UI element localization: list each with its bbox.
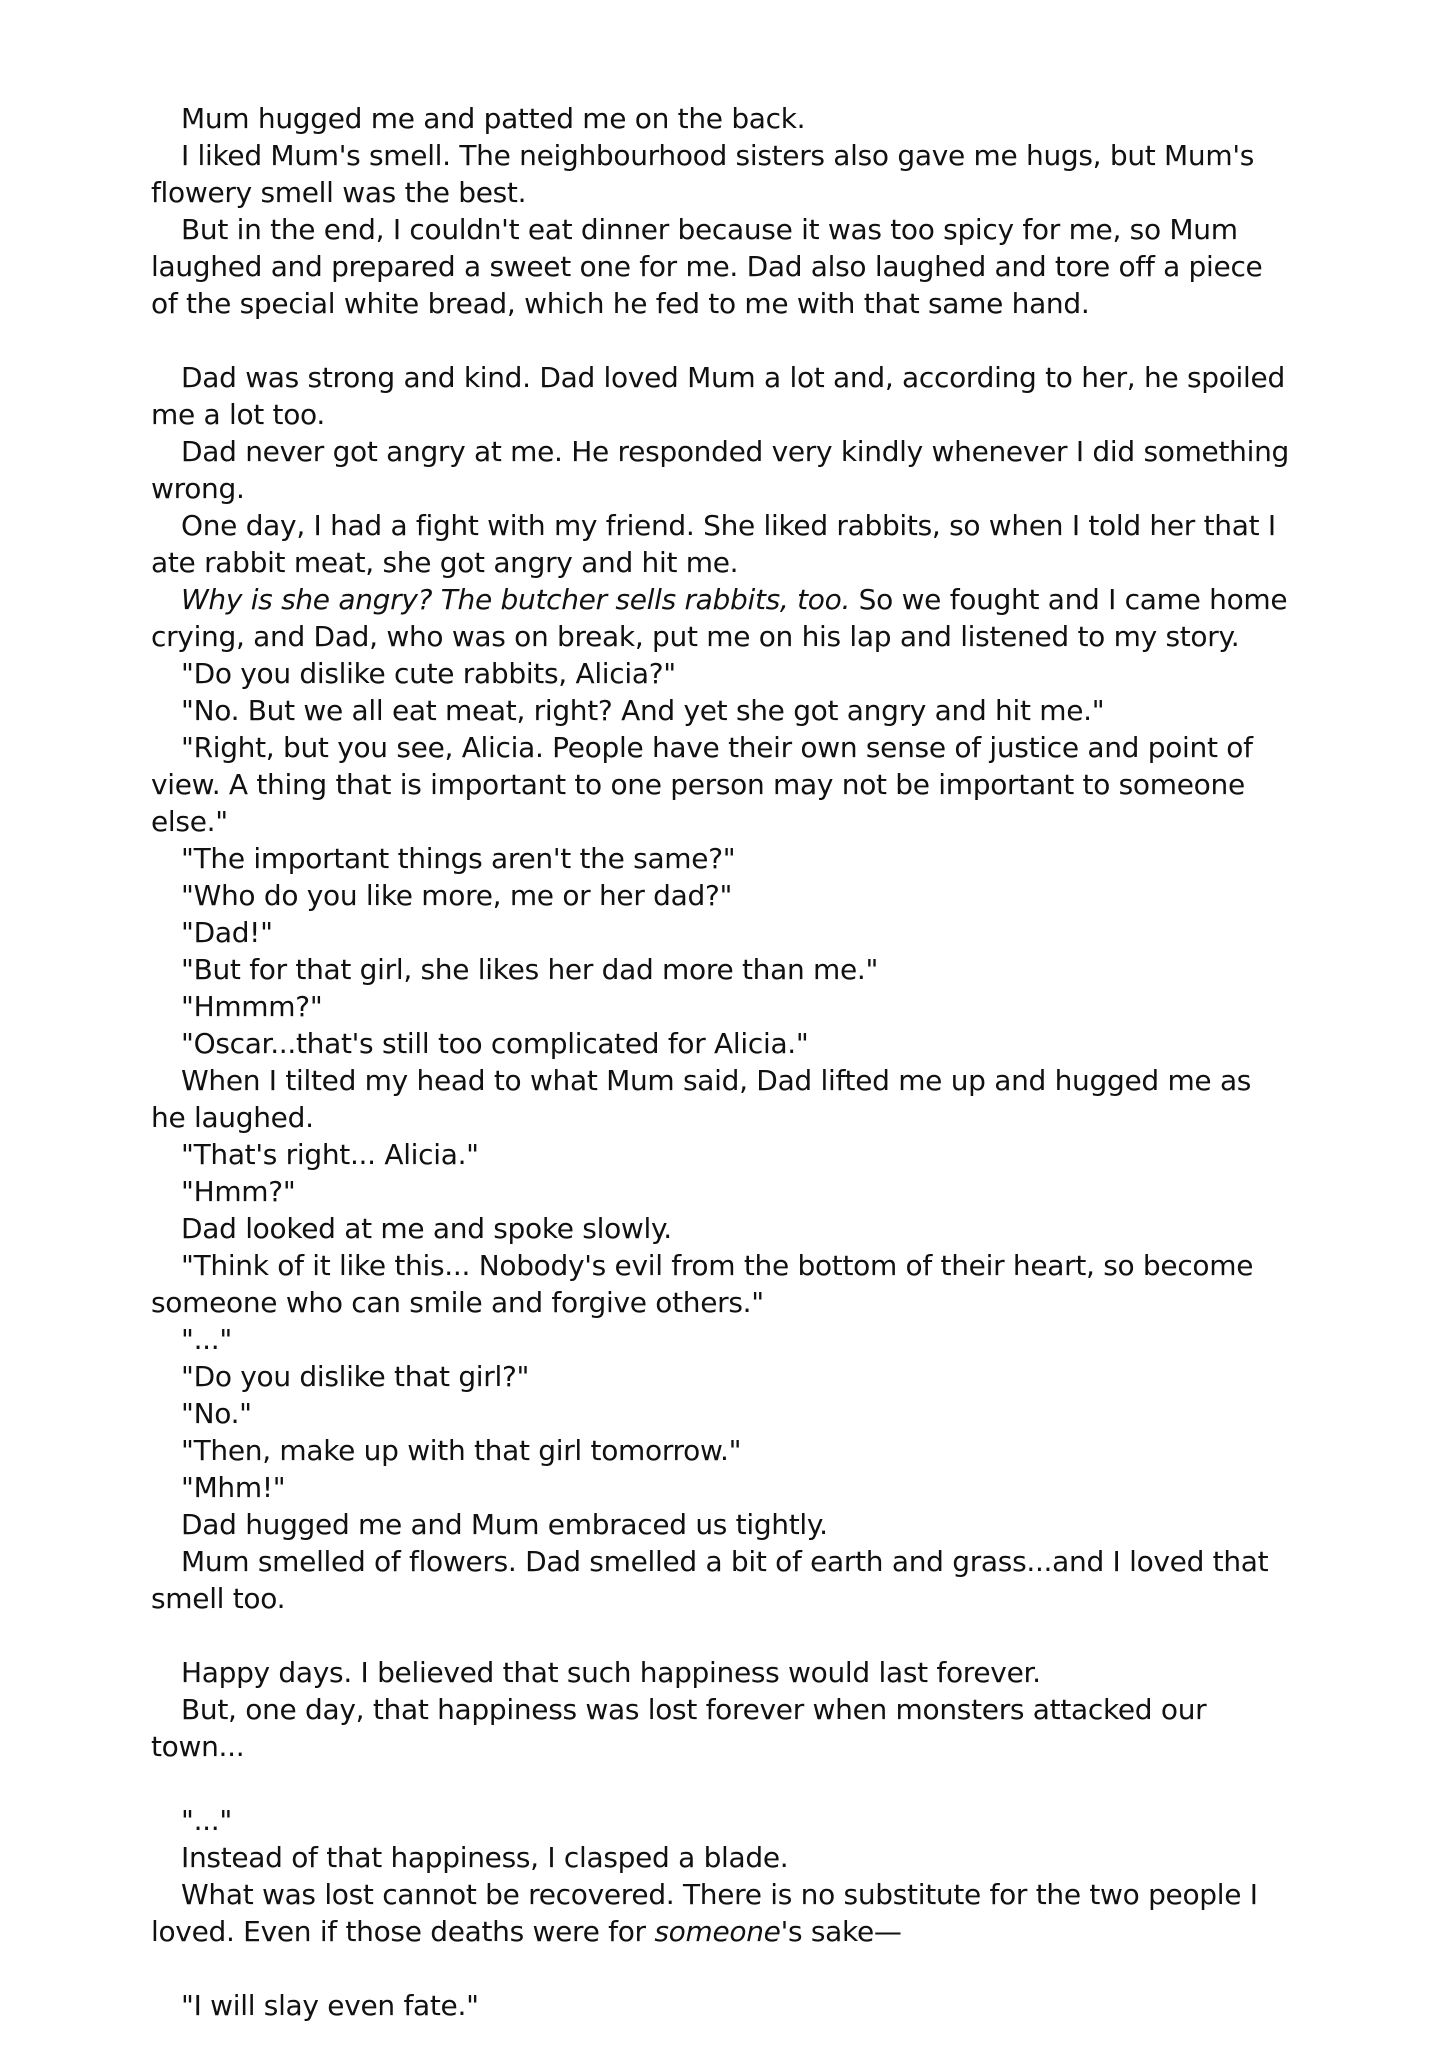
paragraph <box>151 729 1290 840</box>
paragraph-text: So we fought and I came home crying, and Dad, who was on break, put me on his lap and listened to my story. <box>151 583 1288 653</box>
paragraph-spacer <box>151 1950 1290 1987</box>
paragraph <box>151 1691 1290 1765</box>
italic-thought: Why is she angry? The butcher sells rabbits, too. <box>181 583 851 616</box>
paragraph <box>151 840 1290 877</box>
paragraph <box>151 1506 1290 1543</box>
paragraph-spacer <box>151 1617 1290 1654</box>
paragraph <box>151 581 1290 655</box>
paragraph-text: Dad never got angry at me. He responded very kindly whenever I did something wrong. <box>151 435 1290 505</box>
paragraph-text: "..." <box>181 1323 232 1356</box>
paragraph-text: But, one day, that happiness was lost forever when monsters attacked our town... <box>151 1693 1207 1763</box>
paragraph <box>151 1136 1290 1173</box>
paragraph-text: "Who do you like more, me or her dad?" <box>181 879 733 912</box>
paragraph-text: "Hmm?" <box>181 1175 296 1208</box>
italic-emphasis: someone <box>654 1915 781 1948</box>
paragraph-text: Mum smelled of flowers. Dad smelled a bit of earth and grass...and I loved that smell too. <box>151 1545 1269 1615</box>
paragraph <box>151 914 1290 951</box>
paragraph-text: "Dad!" <box>181 916 273 949</box>
paragraph-text: "Do you dislike cute rabbits, Alicia?" <box>181 657 676 690</box>
paragraph-text: "The important things aren't the same?" <box>181 842 736 875</box>
paragraph-text: When I tilted my head to what Mum said, Dad lifted me up and hugged me as he laughed. <box>151 1064 1252 1134</box>
paragraph-spacer <box>151 1765 1290 1802</box>
paragraph-text: "Right, but you see, Alicia. People have their own sense of justice and point of view. A thing that is important to one person may not be important to someone else." <box>151 731 1253 838</box>
paragraph <box>151 137 1290 211</box>
paragraph <box>151 877 1290 914</box>
paragraph <box>151 1025 1290 1062</box>
paragraph <box>151 1062 1290 1136</box>
paragraph <box>151 655 1290 692</box>
paragraph <box>151 211 1290 322</box>
paragraph <box>151 1432 1290 1469</box>
paragraph <box>151 359 1290 433</box>
paragraph-text: Mum hugged me and patted me on the back. <box>181 102 806 135</box>
paragraph-text: "Do you dislike that girl?" <box>181 1360 530 1393</box>
paragraph <box>151 692 1290 729</box>
paragraph <box>151 100 1290 137</box>
paragraph-text: "Then, make up with that girl tomorrow." <box>181 1434 742 1467</box>
paragraph-text: "Think of it like this... Nobody's evil from the bottom of their heart, so become someone who can smile and forgive others." <box>151 1249 1254 1319</box>
paragraph <box>151 1247 1290 1321</box>
paragraph-text: Dad looked at me and spoke slowly. <box>181 1212 672 1245</box>
paragraph <box>151 951 1290 988</box>
document-body <box>151 100 1290 2024</box>
paragraph <box>151 1987 1290 2024</box>
paragraph-text: "No." <box>181 1397 252 1430</box>
paragraph-text: Happy days. I believed that such happiness would last forever. <box>181 1656 1041 1689</box>
paragraph <box>151 1358 1290 1395</box>
paragraph <box>151 1543 1290 1617</box>
paragraph-text: "That's right... Alicia." <box>181 1138 479 1171</box>
paragraph <box>151 988 1290 1025</box>
paragraph <box>151 1802 1290 1839</box>
paragraph-text: "Mhm!" <box>181 1471 286 1504</box>
paragraph-text: "But for that girl, she likes her dad more than me." <box>181 953 879 986</box>
paragraph-text: What was lost cannot be recovered. There is no substitute for the two people I loved. Even if those deaths were for <box>151 1878 1258 1948</box>
paragraph <box>151 1876 1290 1950</box>
paragraph <box>151 1321 1290 1358</box>
paragraph <box>151 507 1290 581</box>
paragraph-text: Dad was strong and kind. Dad loved Mum a lot and, according to her, he spoiled me a lot too. <box>151 361 1285 431</box>
paragraph <box>151 1210 1290 1247</box>
paragraph-text: "Oscar...that's still too complicated for Alicia." <box>181 1027 809 1060</box>
paragraph-text: "No. But we all eat meat, right? And yet she got angry and hit me." <box>181 694 1105 727</box>
paragraph-text: Instead of that happiness, I clasped a blade. <box>181 1841 789 1874</box>
paragraph <box>151 1654 1290 1691</box>
paragraph-spacer <box>151 322 1290 359</box>
paragraph-text-tail: 's sake— <box>780 1915 902 1948</box>
paragraph-text: "I will slay even fate." <box>181 1989 479 2022</box>
paragraph <box>151 1395 1290 1432</box>
paragraph-text: But in the end, I couldn't eat dinner because it was too spicy for me, so Mum laughed and prepared a sweet one for me. Dad also laughed and tore off a piece of the special white bread, which he fed to me with that same hand. <box>151 213 1263 320</box>
paragraph <box>151 1469 1290 1506</box>
paragraph-text: One day, I had a fight with my friend. She liked rabbits, so when I told her that I ate rabbit meat, she got angry and hit me. <box>151 509 1276 579</box>
paragraph <box>151 433 1290 507</box>
paragraph-text: I liked Mum's smell. The neighbourhood sisters also gave me hugs, but Mum's flowery smell was the best. <box>151 139 1255 209</box>
paragraph-text: "..." <box>181 1804 232 1837</box>
paragraph-text: Dad hugged me and Mum embraced us tightly. <box>181 1508 828 1541</box>
paragraph <box>151 1173 1290 1210</box>
paragraph-text: "Hmmm?" <box>181 990 323 1023</box>
paragraph <box>151 1839 1290 1876</box>
